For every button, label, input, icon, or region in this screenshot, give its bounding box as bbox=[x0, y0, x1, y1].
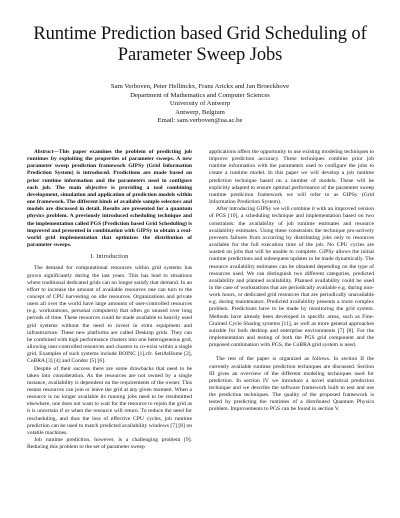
abstract-text: —This paper examines the problem of predicting job runtimes by exploiting the properties of parameter sweeps. A new parameter sweep prediction framework GIPSy (Grid Information Prediction System) is introduced. Predictions are made based on prior runtime information and the parameters used to configure each job. The main objective is providing a tool combining development, simulation and application of prediction models within one framework. The different kinds of available sample selectors and models are discussed in detail. Results are presented for a quantum physics problem. A previously introduced scheduling technique and the implementation called PGS (Prediction based Grid Scheduling) is improved and presented in combination with GIPSy to obtain a real-world grid implementation that optimizes the distribution of parameter sweeps. bbox=[27, 149, 192, 249]
email: Email: sam.verboven@ua.ac.be bbox=[157, 117, 243, 125]
left-column bbox=[27, 149, 192, 451]
author-names: Sam Verboven, Peter Hellinckx, Frans Arickx and Jan Broeckhove bbox=[110, 83, 290, 90]
section-heading: I. Introduction bbox=[90, 254, 129, 261]
body-paragraph: Despite of their success there are some drawbacks that need to be taken into consideration. As the resources are not owned by a single instance, availability is dependent on the requirements of the owner. This means resources can join or leave the grid at any given moment. When a resource is no longer available its running jobs need to be resubmitted elsewhere, one does not want to wait for the resource to rejoin the grid as it is uncertain if or when the resource will return. To reduce the need for rescheduling, and thus the loss of effective CPU cycles, job runtime prediction can be used to match predicted availability windows [7] [8] on volatile machines. bbox=[27, 365, 192, 436]
body-paragraph: applications offers the opportunity to use existing modeling techniques to improve prediction accuracy. These techniques combine prior job runtime information with the parameters used to configure the jobs to create a runtime model. In this paper we will develop a job runtime prediction technique based on a number of models. These will be explicitly adapted to ensure optimal performance of the parameter sweep runtime prediction framework we will refer to as GIPSy (Grid Information Prediction System). bbox=[209, 149, 374, 206]
title-line-2: Parameter Sweep Jobs bbox=[117, 45, 283, 65]
department: Department of Mathematics and Computer Sciences bbox=[130, 91, 270, 99]
body-paragraph: The demand for computational resources within grid systems has grown significantly during the last years. This has lead to situations where traditional dedicated grids can no longer satisfy that demand. In an effort to increase the amount of available resources one can turn to the concept of CPU harvesting on idle resources. Organizations and private users all over the world have large amounts of user-controlled resources (e.g. workstations, personal computers) that often go unused over long periods of time. These resources could be made available to heavily used grid systems without the need to invest in extra equipment and infrastructure. These new platforms are called Desktop grids. They can be combined with high performance clusters into one heterogeneous grid, allowing user-controlled resources and clusters to co-exist within a single grid. Examples of such systems include BOINC [1],cfr. SetiAtHome [2], CoBRA [3] [4] and Condor [5] [6]. bbox=[27, 265, 192, 365]
abstract-lead: Abstract bbox=[34, 149, 54, 155]
body-paragraph: Job runtime prediction, however, is a challenging problem [9]. Reducing this problem to the set of parameter sweep bbox=[27, 437, 192, 451]
body-paragraph: The rest of the paper is organized as follows. In section II the currently available runtime prediction techniques are discussed. Section III gives an overview of the different modeling techniques used for prediction. In section IV we introduce a novel statistical prediction technique and we describe the software framework built to test and use the prediction techniques. The quality of the proposed framework is tested by predicting the runtimes of a distributed Quantum Physics problem. Improvements to PGS can be found in section V. bbox=[209, 356, 374, 413]
title-line-1: Runtime Prediction based Grid Scheduling of bbox=[33, 24, 367, 44]
university: University of Antwerp bbox=[169, 100, 231, 108]
city: Antwerp, Belgium bbox=[175, 108, 225, 116]
paper-title bbox=[20, 24, 380, 66]
right-column bbox=[209, 149, 374, 414]
body-paragraph: After introducing GIPSy we will combine it with an improved version of PGS [10], a scheduling technique and implementation based on two constraints: the availability of job runtime estimates and resource availability estimates. Using these constraints the technique pro-actively prevents failures from occurring by distributing jobs only to resources available for the full execution time of the job. No CPU cycles are wasted on jobs that will be unable to complete. GIPSy allows the initial runtime predictions and subsequent updates to be made dynamically. The resource availability estimates can be obtained depending on the type of resources used. We can distinguish two different categories, predicted availability and planned availability. Planned availability could be used in the case of workstations that are periodically available e.g. during non-work hours, or dedicated grid resources that are periodically unavailable e.g. during maintenance. Predicted availability presents a more complex problem. Predictions have to be made by monitoring the grid system. Methods have already been developed in specific areas, such as Fine-Grained Cycle Sharing systems [11], as well as more general approaches suitable for both desktop and enterprise environments [7] [8]. For the implementation and testing of both the PGS grid component and the proposed combination with PGS, the CoBRA grid system is used. bbox=[209, 206, 374, 349]
abstract bbox=[27, 149, 192, 249]
author-block bbox=[20, 83, 380, 126]
